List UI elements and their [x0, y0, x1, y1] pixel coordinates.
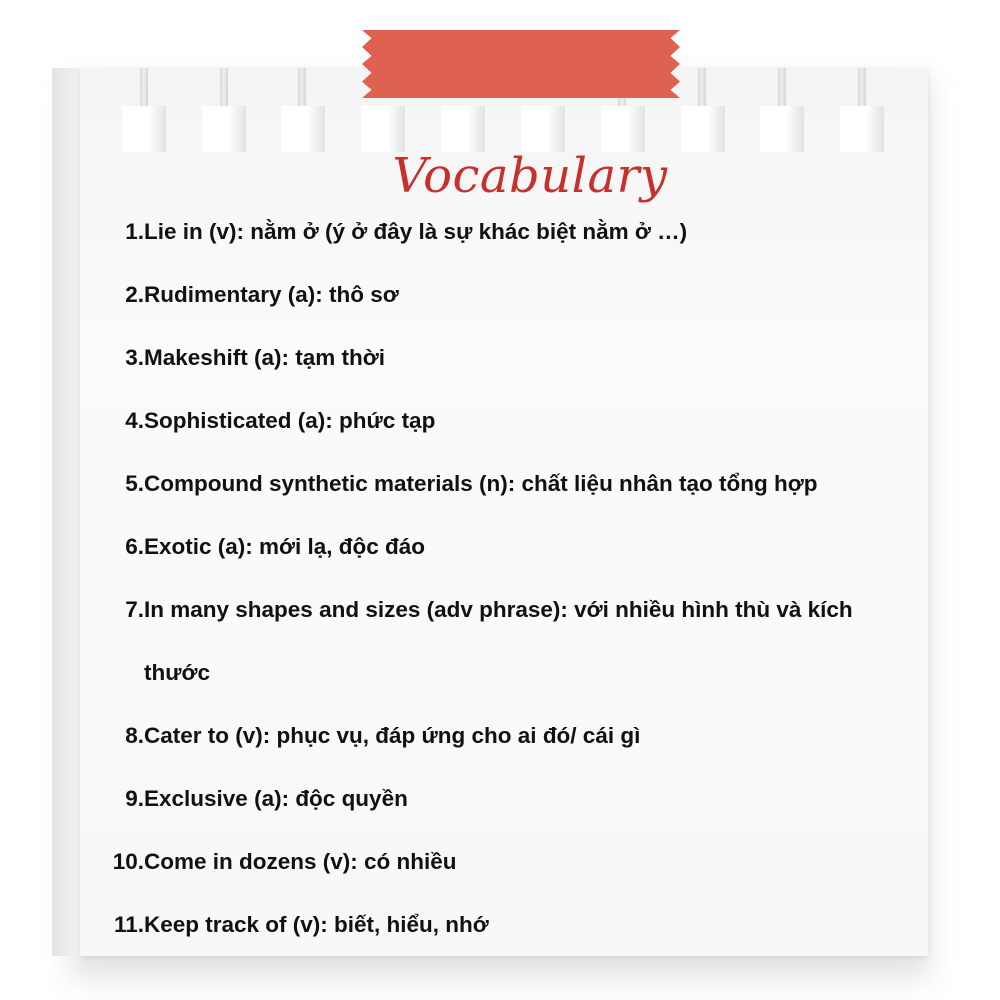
list-item: [100, 830, 900, 893]
list-item-text: Makeshift (a): tạm thời: [144, 345, 386, 370]
list-item-text: Compound synthetic materials (n): chất liệu nhân tạo tổng hợp: [144, 471, 818, 496]
list-item: [100, 263, 900, 326]
list-item-text: Cater to (v): phục vụ, đáp ứng cho ai đó/ cái gì: [144, 723, 641, 748]
list-item-text: Rudimentary (a): thô sơ: [144, 282, 399, 307]
spiral-hole: [601, 106, 645, 152]
list-item: [100, 452, 900, 515]
tape-strip: [362, 30, 680, 98]
spiral-ring: [298, 68, 306, 110]
list-item-number: 11.: [113, 912, 144, 937]
list-item-number: 6.: [125, 534, 144, 559]
list-item-number: 5.: [125, 471, 144, 496]
list-item-number: 4.: [125, 408, 144, 433]
list-item-text: Exotic (a): mới lạ, độc đáo: [144, 534, 426, 559]
list-item-text: Lie in (v): nằm ở (ý ở đây là sự khác biệt nằm ở …): [144, 219, 688, 244]
list-item: [100, 893, 900, 956]
list-item: [100, 515, 900, 578]
spiral-ring: [698, 68, 706, 110]
list-item: [100, 326, 900, 389]
list-item-text: In many shapes and sizes (adv phrase): với nhiều hình thù và kích thước: [144, 597, 853, 685]
list-item-number: 9.: [125, 786, 144, 811]
spiral-ring: [140, 68, 148, 110]
list-item-text: Come in dozens (v): có nhiều: [144, 849, 457, 874]
spiral-hole: [681, 106, 725, 152]
spiral-hole: [441, 106, 485, 152]
list-item: [100, 767, 900, 830]
list-item-number: 3.: [125, 345, 144, 370]
list-item-text: Sophisticated (a): phức tạp: [144, 408, 436, 433]
list-item-number: 1.: [125, 219, 144, 244]
list-item-number: 2.: [125, 282, 144, 307]
spiral-hole: [760, 106, 804, 152]
spiral-ring: [778, 68, 786, 110]
spiral-hole: [122, 106, 166, 152]
list-item-number: 8.: [125, 723, 144, 748]
spiral-hole: [840, 106, 884, 152]
vocabulary-list: [100, 200, 900, 956]
spiral-hole: [361, 106, 405, 152]
list-item-number: 7.: [125, 597, 144, 622]
list-item: [100, 389, 900, 452]
list-item: [100, 578, 900, 704]
list-item: [100, 200, 900, 263]
list-item-text: Keep track of (v): biết, hiểu, nhớ: [144, 912, 489, 937]
spiral-ring: [220, 68, 228, 110]
list-item-text: Exclusive (a): độc quyền: [144, 786, 408, 811]
list-item: [100, 704, 900, 767]
spiral-hole: [281, 106, 325, 152]
spiral-hole: [202, 106, 246, 152]
spiral-hole: [521, 106, 565, 152]
page-title: Vocabulary: [392, 148, 668, 204]
list-item-number: 10.: [112, 849, 144, 874]
spiral-ring: [858, 68, 866, 110]
